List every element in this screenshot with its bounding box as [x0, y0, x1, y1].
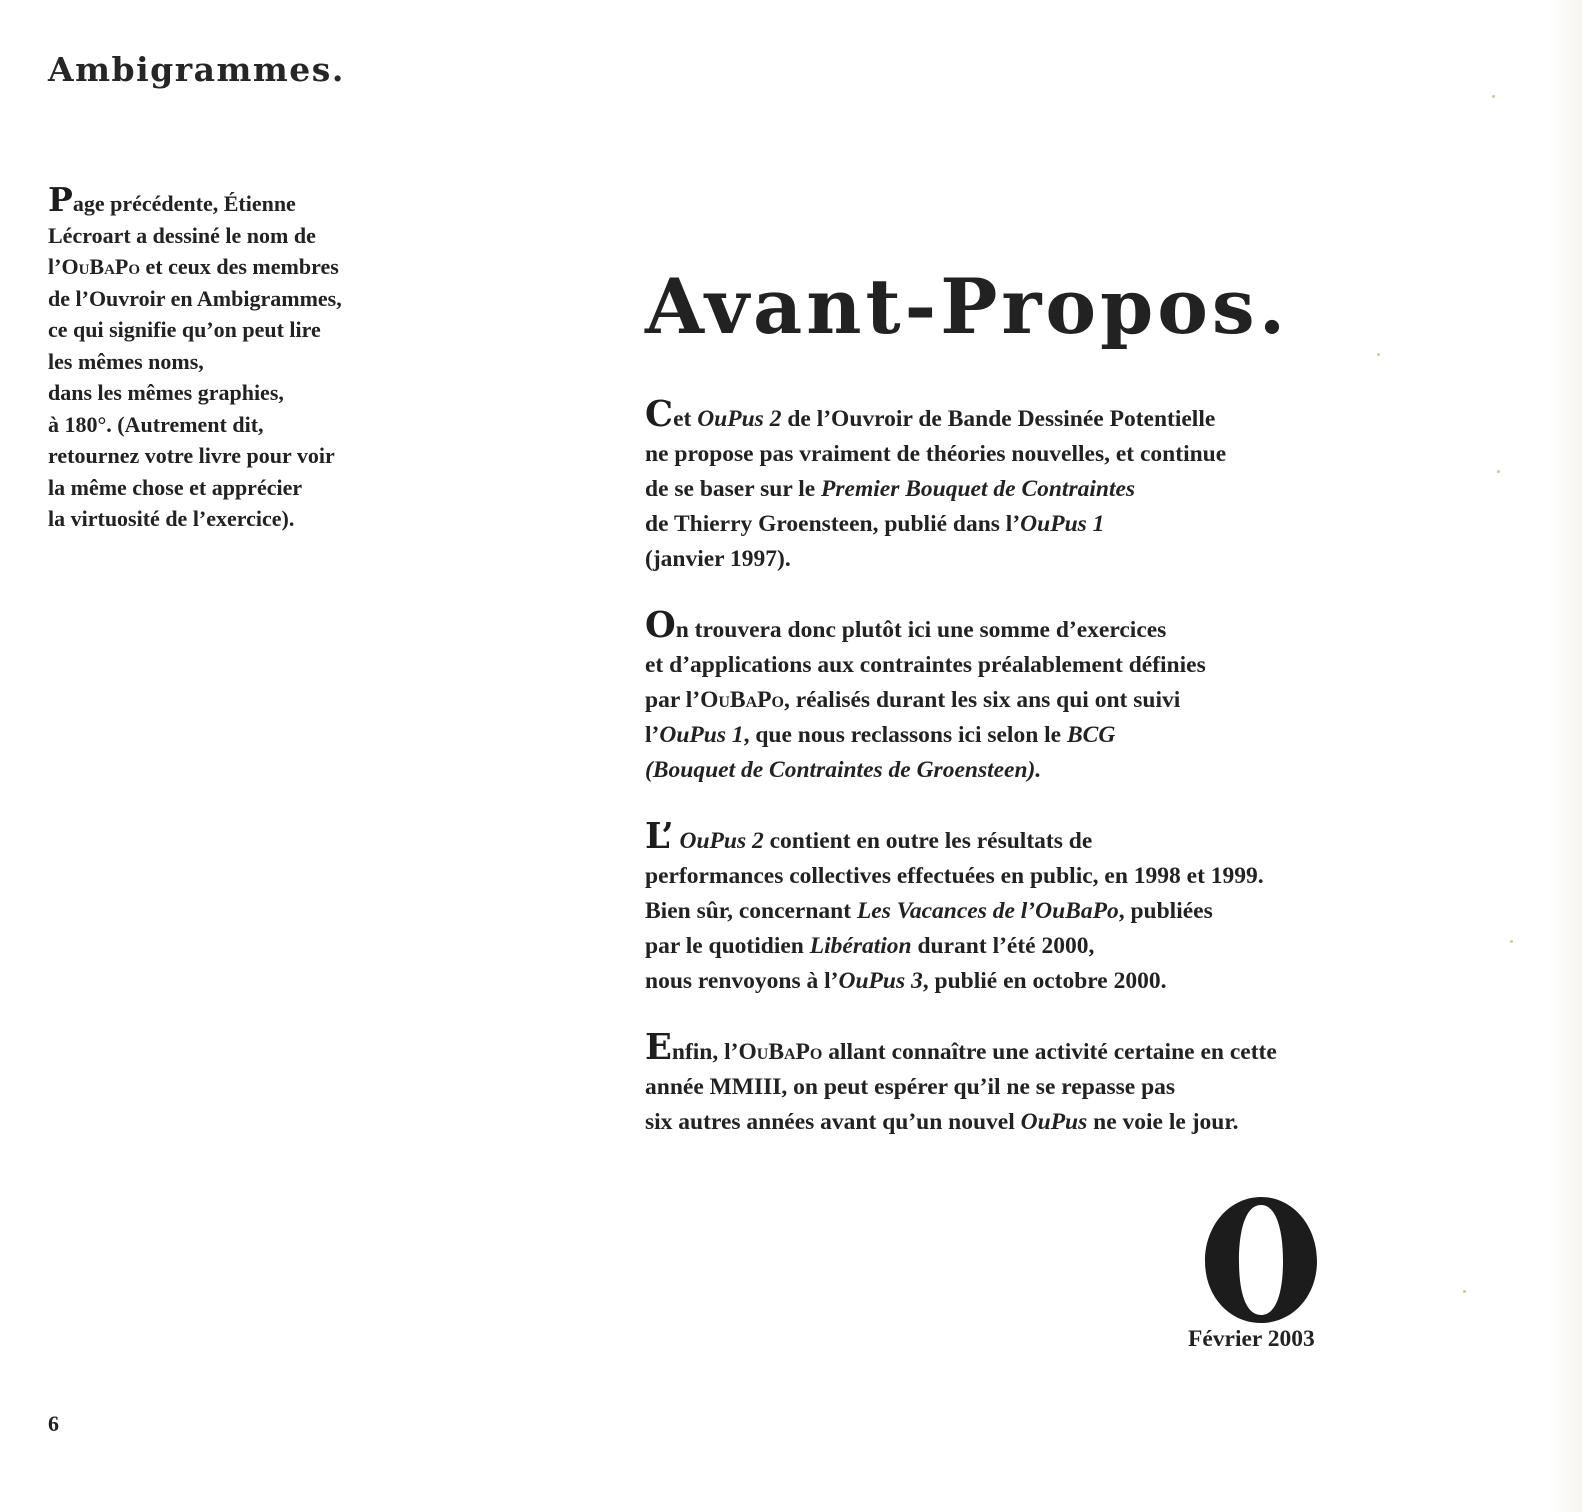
drop-cap: O [645, 605, 676, 646]
drop-cap: P [48, 180, 73, 219]
sidebar-text [48, 180, 388, 535]
sidebar-line: les mêmes noms, [48, 348, 204, 374]
paper-speck [1463, 1290, 1466, 1293]
paper-speck [1510, 940, 1513, 943]
signature-date: Février 2003 [1188, 1326, 1315, 1352]
sidebar-line: l’OuBaPo et ceux des membres [48, 254, 339, 279]
paragraph-3: L’ OuPus 2 contient en outre les résultats de performances collectives effectuées en public, en 1998 et 1999. Bien sûr, concernant Les Vacances de l’OuBaPo, publiées par le quotidien Libération durant l’été 2000, nous renvoyons à l’OuPus 3, publié en octobre 2000. [645, 816, 1264, 994]
drop-cap: C [645, 394, 674, 435]
sidebar-line: la virtuosité de l’exercice). [48, 506, 295, 531]
paper-speck [1492, 95, 1495, 98]
sidebar-line: Page précédente, Étienne [48, 180, 296, 219]
paragraph-2: On trouvera donc plutôt ici une somme d’exercices et d’applications aux contraintes préalablement définies par l’OuBaPo, réalisés durant les six ans qui ont suivi l’OuPus 1, que nous reclassons ici selon le BCG (Bouquet de Contraintes de Groensteen). [645, 605, 1206, 783]
sidebar-line: dans les mêmes graphies, [48, 380, 284, 405]
drop-cap: L’ [645, 816, 674, 857]
sidebar-line: retournez votre livre pour voir [48, 443, 335, 468]
page-number: 6 [48, 1411, 59, 1436]
paragraph-4: Enfin, l’OuBaPo allant connaître une activité certaine en cette année MMIII, on peut espérer qu’il ne se repasse pas six autres années avant qu’un nouvel OuPus ne voie le jour. [645, 1027, 1277, 1135]
sidebar-title: Ambigrammes. [48, 50, 345, 89]
paper-speck [1377, 353, 1380, 356]
sidebar-line: à 180°. (Autrement dit, [48, 411, 264, 437]
oubapo-name: OuBaPo [61, 254, 141, 279]
paragraph-1: Cet OuPus 2 de l’Ouvroir de Bande Dessinée Potentielle ne propose pas vraiment de théories nouvelles, et continue de se baser sur le Premier Bouquet de Contraintes de Thierry Groensteen, publié dans l’OuPus 1 (janvier 1997). [645, 394, 1227, 572]
main-text [645, 394, 1385, 1176]
oubapo-name: OuBaPo [738, 1039, 823, 1065]
oubapo-name: OuBaPo [700, 687, 784, 713]
sidebar-line: Lécroart a dessiné le nom de [48, 222, 316, 248]
drop-cap: E [645, 1027, 672, 1068]
sidebar-line: de l’Ouvroir en Ambigrammes, [48, 285, 342, 311]
page-title: Avant-Propos. [645, 262, 1290, 351]
sidebar-line: la même chose et apprécier [48, 474, 303, 500]
oubapo-o-logo-icon [1202, 1195, 1320, 1325]
paper-speck [1497, 470, 1500, 473]
sidebar-line: ce qui signifie qu’on peut lire [48, 317, 321, 342]
page-edge-shading [1548, 0, 1582, 1512]
